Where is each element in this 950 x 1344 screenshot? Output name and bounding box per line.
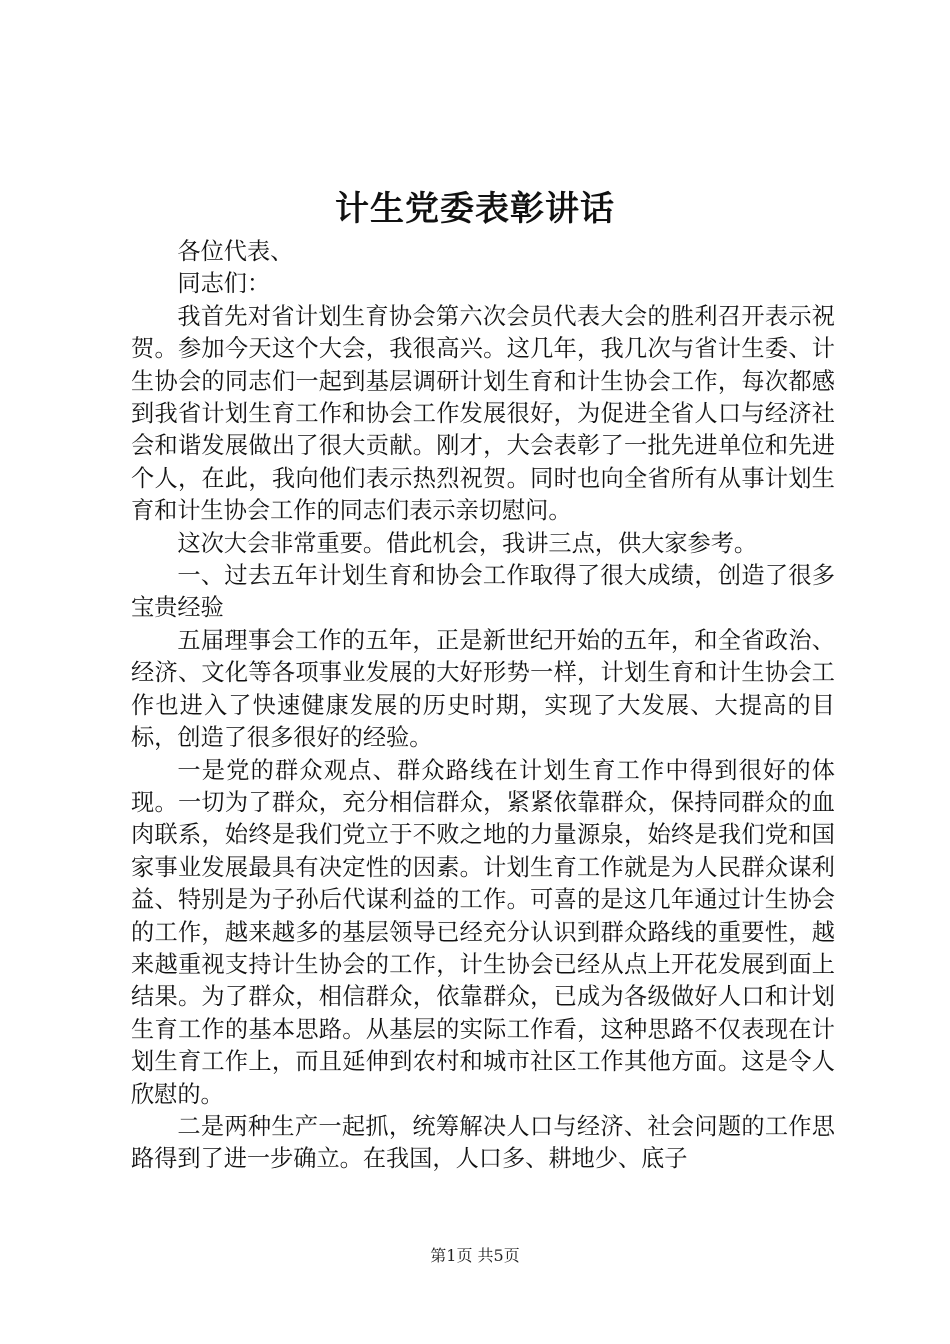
salutation-comrades: 同志们： <box>177 270 271 298</box>
paragraph-five-years: 五届理事会工作的五年，正是新世纪开始的五年，和全省政治、经济、文化等各项事业发展的大好形势一样，计划生育和计生协会工作也进入了快速健康发展的历史时期，实现了大发展、大提高的目标，创造了很多很好的经验。 <box>131 626 835 752</box>
salutation-delegates: 各位代表、 <box>177 238 294 265</box>
section-heading-one: 一、过去五年计划生育和协会工作取得了很大成绩，创造了很多宝贵经验 <box>131 562 835 622</box>
page-footer: 第1页 共5页 <box>430 1246 520 1265</box>
paragraph-mass-line: 一是党的群众观点、群众路线在计划生育工作中得到很好的体现。一切为了群众，充分相信群众，紧紧依靠群众，保持同群众的血肉联系，始终是我们党立于不败之地的力量源泉，始终是我们党和国家事业发展最具有决定性的因素。计划生育工作就是为人民群众谋利益、特别是为子孙后代谋利益的工作。可喜的是这几年通过计生协会的工作，越来越多的基层领导已经充分认识到群众路线的重要性，越来越重视支持计生协会的工作，计生协会已经从点上开花发展到面上结果。为了群众，相信群众，依靠群众，已成为各级做好人口和计划生育工作的基本思路。从基层的实际工作看，这种思路不仅表现在计划生育工作上，而且延伸到农村和城市社区工作其他方面。这是令人欣慰的。 <box>131 756 835 1108</box>
paragraph-congratulations: 我首先对省计划生育协会第六次会员代表大会的胜利召开表示祝贺。参加今天这个大会，我很高兴。这几年，我几次与省计生委、计生协会的同志们一起到基层调研计划生育和计生协会工作，每次都感到我省计划生育工作和协会工作发展很好，为促进全省人口与经济社会和谐发展做出了很大贡献。刚才，大会表彰了一批先进单位和先进个人，在此，我向他们表示热烈祝贺。同时也向全省所有从事计划生育和计生协会工作的同志们表示亲切慰问。 <box>131 302 835 525</box>
document-title: 计生党委表彰讲话 <box>335 189 615 229</box>
paragraph-three-points: 这次大会非常重要。借此机会，我讲三点，供大家参考。 <box>177 529 758 557</box>
paragraph-two-productions: 二是两种生产一起抓，统筹解决人口与经济、社会问题的工作思路得到了进一步确立。在我国，人口多、耕地少、底子 <box>131 1112 835 1173</box>
document-body <box>131 236 835 1176</box>
